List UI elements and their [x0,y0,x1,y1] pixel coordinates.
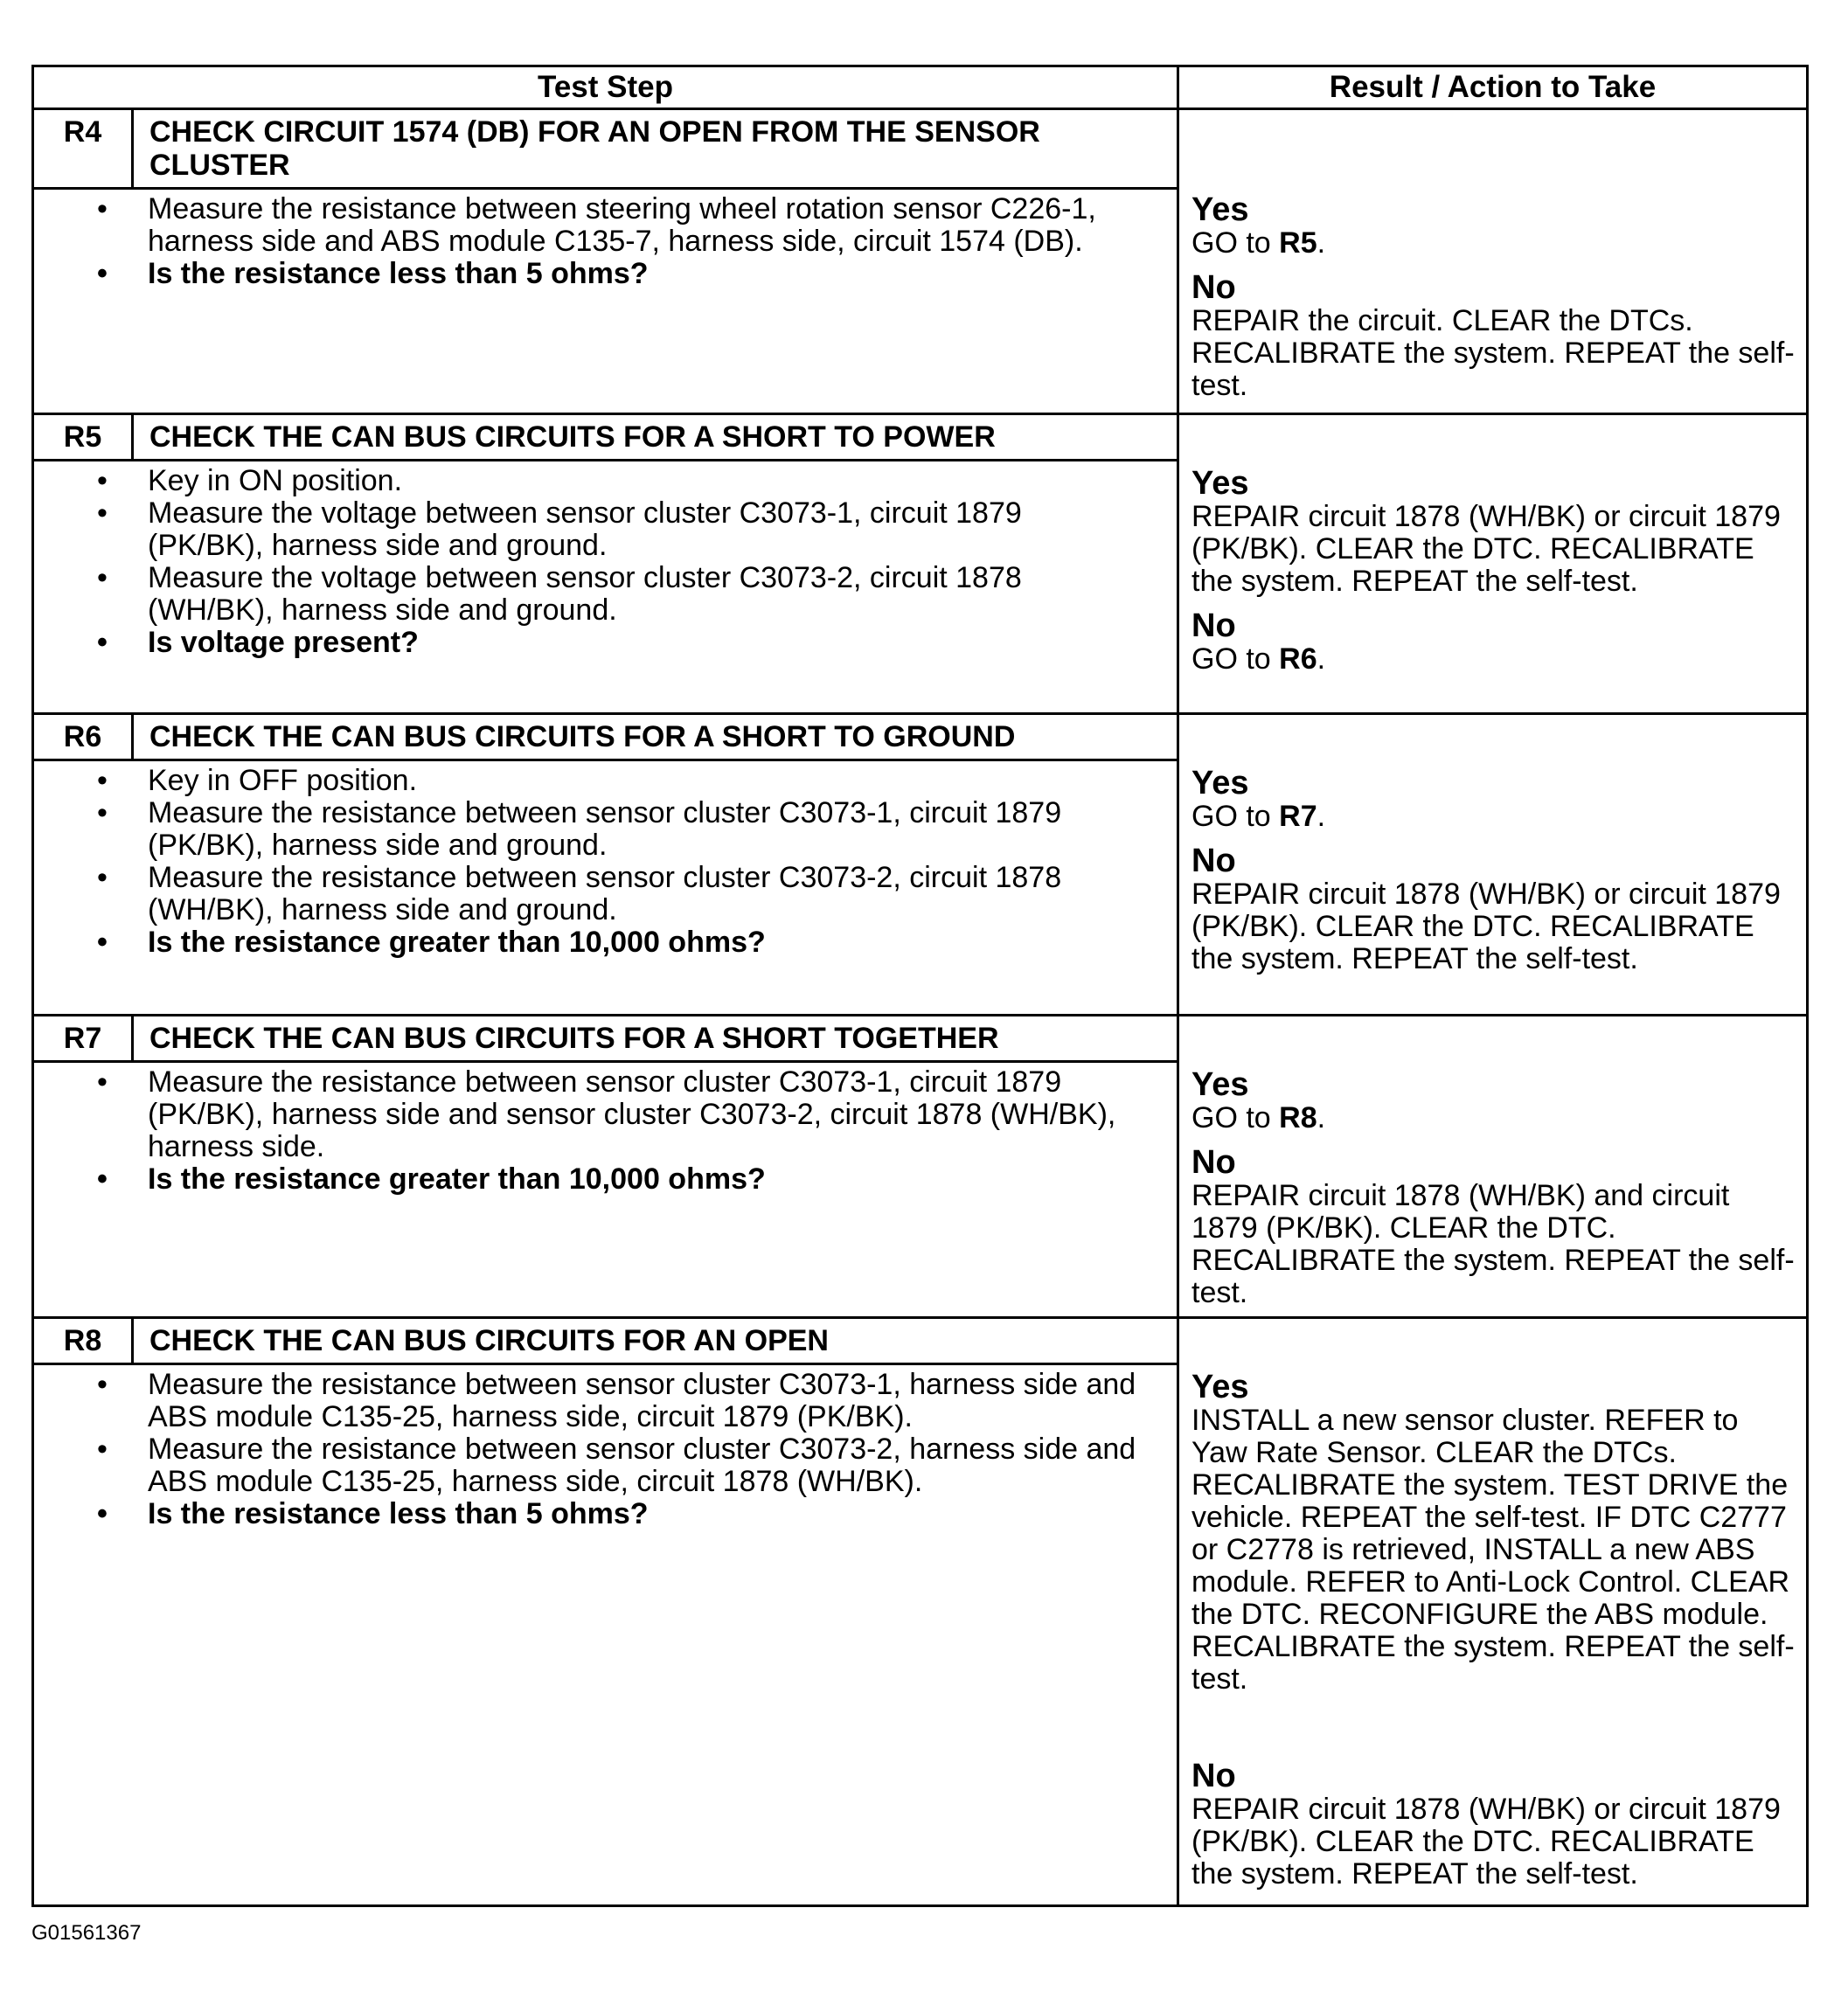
result-cell-r8 [1178,1318,1808,1906]
result-cell-r5 [1178,414,1808,714]
yes-goto: R7 [1279,800,1317,833]
no-prefix: GO to [1191,642,1280,676]
yes-action [1191,801,1797,833]
step-bullets [148,193,1142,290]
step-id: R6 [33,714,133,760]
no-label: No [1191,1144,1236,1181]
yes-action [1191,227,1797,260]
no-action: REPAIR circuit 1878 (WH/BK) and circuit 1879 (PK/BK). CLEAR the DTC. RECALIBRATE the system. REPEAT the self-test. [1191,1179,1795,1309]
step-title: CHECK THE CAN BUS CIRCUITS FOR A SHORT TOGETHER [133,1016,1178,1062]
bullet-item: • Measure the resistance between sensor cluster C3073-1, harness side and ABS module C135-25, harness side, circuit 1879 (PK/BK). [148,1369,1142,1433]
bullet-item: • Key in OFF position. [148,765,1142,797]
step-id: R4 [33,109,133,189]
yes-suffix: . [1317,226,1326,260]
step-bullets [148,1066,1142,1196]
yes-label: Yes [1191,1369,1249,1405]
no-label: No [1191,843,1236,879]
result-cell-r4 [1178,109,1808,414]
step-title-row-r7 [33,1016,1808,1062]
yes-goto: R8 [1279,1101,1317,1134]
figure-id: G01561367 [31,1921,142,1945]
yes-prefix: GO to [1191,226,1280,260]
step-question: • Is the resistance less than 5 ohms? [148,1498,1142,1530]
table-header-row [33,66,1808,109]
bullet-item: • Measure the resistance between sensor cluster C3073-1, circuit 1879 (PK/BK), harness side and sensor cluster C3073-2, circuit 1878 (WH/BK), harness side. [148,1066,1142,1163]
step-title: CHECK THE CAN BUS CIRCUITS FOR A SHORT TO POWER [133,414,1178,461]
yes-label: Yes [1191,1066,1249,1103]
no-label: No [1191,1758,1236,1794]
step-question: • Is the resistance less than 5 ohms? [148,258,1142,290]
yes-action: INSTALL a new sensor cluster. REFER to Yaw Rate Sensor. CLEAR the DTCs. RECALIBRATE the system. TEST DRIVE the vehicle. REPEAT the self-test. IF DTC C2777 or C2778 is retrieved, INSTALL a new ABS module. REFER to Anti-Lock Control. CLEAR the DTC. RECONFIGURE the ABS module. RECALIBRATE the system. REPEAT the self-test. [1191,1404,1795,1696]
step-bullets [148,465,1142,659]
result-cell-r6 [1178,714,1808,1016]
yes-action [1191,1102,1797,1134]
bullet-item: • Measure the voltage between sensor cluster C3073-2, circuit 1878 (WH/BK), harness side and ground. [148,562,1142,627]
bullet-item: • Measure the resistance between steering wheel rotation sensor C226-1, harness side and ABS module C135-7, harness side, circuit 1574 (DB). [148,193,1142,258]
step-id: R5 [33,414,133,461]
step-question: • Is the resistance greater than 10,000 ohms? [148,1163,1142,1196]
bullet-item: • Measure the resistance between sensor cluster C3073-1, circuit 1879 (PK/BK), harness side and ground. [148,797,1142,862]
bullet-item: • Measure the voltage between sensor cluster C3073-1, circuit 1879 (PK/BK), harness side and ground. [148,497,1142,562]
step-body [33,760,1178,1016]
step-question: • Is the resistance greater than 10,000 ohms? [148,926,1142,959]
step-title-row-r6 [33,714,1808,760]
step-title: CHECK THE CAN BUS CIRCUITS FOR A SHORT TO GROUND [133,714,1178,760]
header-result-action: Result / Action to Take [1178,66,1808,109]
step-title-row-r4 [33,109,1808,189]
step-title-row-r5 [33,414,1808,461]
yes-label: Yes [1191,191,1249,228]
no-action: REPAIR circuit 1878 (WH/BK) or circuit 1879 (PK/BK). CLEAR the DTC. RECALIBRATE the system. REPEAT the self-test. [1191,1793,1781,1891]
step-question: • Is voltage present? [148,627,1142,659]
yes-action: REPAIR circuit 1878 (WH/BK) or circuit 1879 (PK/BK). CLEAR the DTC. RECALIBRATE the system. REPEAT the self-test. [1191,500,1781,598]
pinpoint-test-table [31,65,1809,1907]
step-title: CHECK CIRCUIT 1574 (DB) FOR AN OPEN FROM THE SENSOR CLUSTER [133,109,1178,189]
no-goto: R6 [1279,642,1317,676]
yes-label: Yes [1191,465,1249,502]
yes-prefix: GO to [1191,1101,1280,1134]
yes-goto: R5 [1279,226,1317,260]
bullet-item: • Measure the resistance between sensor cluster C3073-2, circuit 1878 (WH/BK), harness side and ground. [148,862,1142,926]
bullet-item: • Measure the resistance between sensor cluster C3073-2, harness side and ABS module C135-25, harness side, circuit 1878 (WH/BK). [148,1433,1142,1498]
spacer [1191,1696,1797,1748]
no-label: No [1191,269,1236,306]
step-title: CHECK THE CAN BUS CIRCUITS FOR AN OPEN [133,1318,1178,1364]
yes-label: Yes [1191,765,1249,801]
pinpoint-test-page [31,65,1806,1907]
no-label: No [1191,607,1236,644]
no-action [1191,643,1797,676]
result-cell-r7 [1178,1016,1808,1318]
yes-prefix: GO to [1191,800,1280,833]
header-test-step: Test Step [33,66,1178,109]
yes-suffix: . [1317,1101,1326,1134]
step-body [33,1364,1178,1906]
step-body [33,1062,1178,1318]
step-body [33,189,1178,414]
step-body [33,461,1178,714]
step-title-row-r8 [33,1318,1808,1364]
step-bullets [148,1369,1142,1530]
no-action: REPAIR circuit 1878 (WH/BK) or circuit 1879 (PK/BK). CLEAR the DTC. RECALIBRATE the system. REPEAT the self-test. [1191,878,1781,975]
step-id: R8 [33,1318,133,1364]
step-bullets [148,765,1142,959]
no-suffix: . [1317,642,1326,676]
bullet-item: • Key in ON position. [148,465,1142,497]
no-action: REPAIR the circuit. CLEAR the DTCs. RECALIBRATE the system. REPEAT the self-test. [1191,304,1795,402]
yes-suffix: . [1317,800,1326,833]
step-id: R7 [33,1016,133,1062]
